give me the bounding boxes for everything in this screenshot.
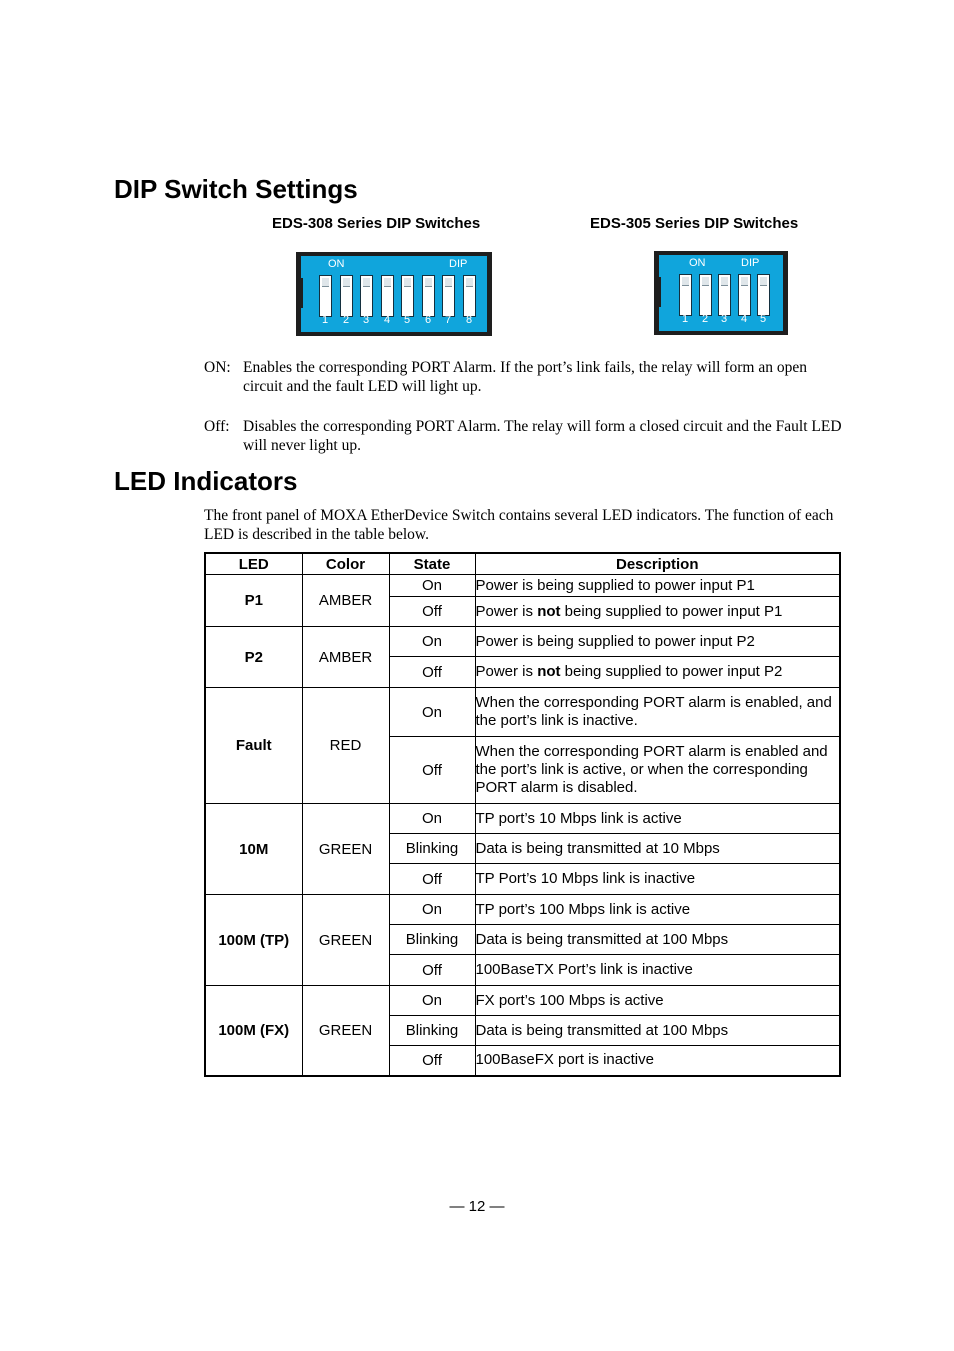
description-cell: When the corresponding PORT alarm is enabled, and the port’s link is inactive.: [475, 688, 840, 737]
dip-number: 6: [424, 314, 432, 326]
off-setting-label: Off:: [204, 418, 230, 435]
dip-number: 2: [342, 314, 350, 326]
dip-notch: [297, 278, 303, 308]
desc-text: Power is: [475, 602, 538, 620]
dip-toggle-5: [757, 274, 770, 316]
description-cell: 100BaseFX port is inactive: [475, 1046, 840, 1076]
desc-emphasis: not: [537, 663, 561, 680]
table-row: [205, 627, 840, 657]
description-cell: TP port’s 100 Mbps link is active: [475, 895, 840, 925]
dip-toggle-8: [463, 275, 476, 317]
on-setting-text: Enables the corresponding PORT Alarm. If the port’s link fails, the relay will form an open circuit and the fault LED will light up.: [243, 359, 807, 395]
state-cell: Off: [389, 864, 475, 895]
led-color-cell: AMBER: [302, 627, 389, 688]
header-state: State: [389, 553, 475, 575]
header-description: Description: [475, 553, 840, 575]
dip-toggle-4: [381, 275, 394, 317]
led-color-cell: GREEN: [302, 895, 389, 986]
page-number: — 12 —: [449, 1198, 505, 1215]
dip-number: 3: [720, 313, 728, 325]
led-name-cell: P2: [205, 627, 302, 688]
dip-notch: [655, 277, 661, 307]
led-name-cell: P1: [205, 575, 302, 627]
on-setting-label: ON:: [204, 359, 231, 376]
state-cell: On: [389, 895, 475, 925]
state-cell: Off: [389, 657, 475, 688]
dip-number: 2: [701, 313, 709, 325]
description-cell: Data is being transmitted at 10 Mbps: [475, 834, 840, 864]
led-name-cell: Fault: [205, 688, 302, 804]
state-cell: On: [389, 688, 475, 737]
desc-emphasis: not: [537, 602, 561, 620]
dip-number: 8: [465, 314, 473, 326]
header-color: Color: [302, 553, 389, 575]
dip-on-label: ON: [328, 258, 345, 270]
state-cell: Blinking: [389, 925, 475, 955]
off-setting-text: Disables the corresponding PORT Alarm. The relay will form a closed circuit and the Fault LED will never light up.: [243, 418, 842, 454]
table-row: [205, 986, 840, 1016]
dip-toggle-6: [422, 275, 435, 317]
dip-on-label: ON: [689, 257, 706, 269]
led-name-cell: 100M (TP): [205, 895, 302, 986]
description-cell: When the corresponding PORT alarm is enabled and the port’s link is active, or when the corresponding PORT alarm is disabled.: [475, 737, 840, 804]
table-row: [205, 895, 840, 925]
table-row: [205, 804, 840, 834]
desc-text: being supplied to power input P1: [560, 602, 783, 620]
led-intro-paragraph: The front panel of MOXA EtherDevice Switch contains several LED indicators. The function of each LED is described in the table below.: [204, 507, 834, 543]
dip-toggle-3: [360, 275, 373, 317]
dip-toggle-2: [340, 275, 353, 317]
description-cell: Data is being transmitted at 100 Mbps: [475, 925, 840, 955]
state-cell: Off: [389, 597, 475, 627]
state-cell: On: [389, 986, 475, 1016]
led-name-cell: 100M (FX): [205, 986, 302, 1076]
led-color-cell: GREEN: [302, 986, 389, 1076]
dip-toggle-1: [679, 274, 692, 316]
led-color-cell: GREEN: [302, 804, 389, 895]
led-name-cell: 10M: [205, 804, 302, 895]
desc-text: Power is: [475, 663, 538, 680]
eds305-caption: EDS-305 Series DIP Switches: [590, 215, 799, 232]
dip-number: 1: [321, 314, 329, 326]
dip-number: 7: [444, 314, 452, 326]
state-cell: Blinking: [389, 1016, 475, 1046]
table-row: [205, 575, 840, 597]
state-cell: On: [389, 804, 475, 834]
eds305-dip-switch: [654, 251, 788, 335]
description-cell: 100BaseTX Port’s link is inactive: [475, 955, 840, 986]
dip-dip-label: DIP: [449, 258, 468, 270]
table-header-row: [205, 553, 840, 575]
led-color-cell: RED: [302, 688, 389, 804]
dip-toggle-7: [442, 275, 455, 317]
dip-toggle-4: [738, 274, 751, 316]
state-cell: On: [389, 575, 475, 597]
description-cell: TP port’s 10 Mbps link is active: [475, 804, 840, 834]
desc-text: being supplied to power input P2: [560, 663, 783, 680]
dip-section-title: DIP Switch Settings: [114, 174, 358, 204]
dip-number: 5: [403, 314, 411, 326]
description-cell: Power is being supplied to power input P1: [475, 575, 840, 597]
eds308-dip-switch: [296, 252, 492, 336]
led-color-cell: AMBER: [302, 575, 389, 627]
state-cell: Off: [389, 1046, 475, 1076]
dip-toggle-5: [401, 275, 414, 317]
dip-toggle-1: [319, 275, 332, 317]
dip-toggle-2: [699, 274, 712, 316]
led-section-title: LED Indicators: [114, 466, 298, 496]
description-cell: Data is being transmitted at 100 Mbps: [475, 1016, 840, 1046]
description-cell: Power is being supplied to power input P2: [475, 627, 840, 657]
dip-number: 3: [362, 314, 370, 326]
eds308-caption: EDS-308 Series DIP Switches: [272, 215, 481, 232]
description-cell: [475, 597, 840, 627]
dip-number: 1: [681, 313, 689, 325]
header-led: LED: [205, 553, 302, 575]
description-cell: FX port’s 100 Mbps is active: [475, 986, 840, 1016]
dip-number: 4: [383, 314, 391, 326]
state-cell: Off: [389, 737, 475, 804]
description-cell: TP Port’s 10 Mbps link is inactive: [475, 864, 840, 895]
description-cell: [475, 657, 840, 688]
table-row: [205, 688, 840, 737]
led-table: [204, 552, 841, 1077]
state-cell: Blinking: [389, 834, 475, 864]
dip-dip-label: DIP: [741, 257, 760, 269]
state-cell: Off: [389, 955, 475, 986]
dip-number: 5: [759, 313, 767, 325]
dip-toggle-3: [718, 274, 731, 316]
state-cell: On: [389, 627, 475, 657]
dip-number: 4: [740, 313, 748, 325]
